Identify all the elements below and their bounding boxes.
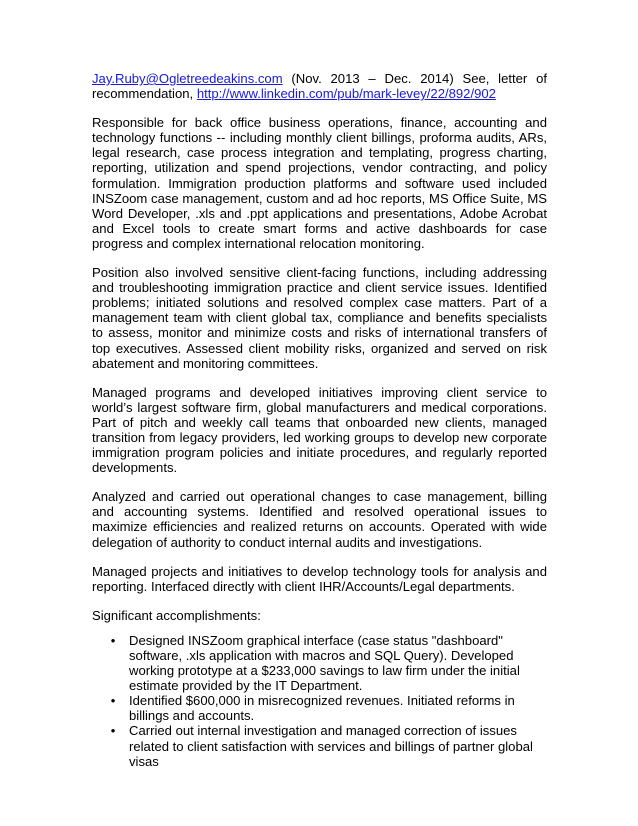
list-item-text: Identified $600,000 in misrecognized revenues. Initiated reforms in billings and accounts. (129, 693, 515, 724)
list-item (110, 693, 547, 724)
linkedin-link[interactable]: http://www.linkedin.com/pub/mark-levey/22/892/902 (196, 86, 496, 102)
paragraph-programs: Managed programs and developed initiatives improving client service to world’s largest software firm, global manufacturers and medical corporations. Part of pitch and weekly call teams that onboarded new clients, managed transition from legacy providers, led working groups to develop new corporate immigration program policies and initiate procedures, and regularly reported developments. (92, 384, 547, 476)
header-paragraph (92, 71, 547, 101)
bullet-icon: • (110, 632, 116, 648)
accomplishments-list (92, 633, 547, 769)
paragraph-client-facing: Position also involved sensitive client-facing functions, including addressing and troubleshooting immigration practice and client service issues. Identified problems; initiated solutions and resolved complex case matters. Part of a management team with client global tax, compliance and benefits specialists to assess, monitor and minimize costs and risks of international transfers of top executives. Assessed client mobility risks, organized and served on risk abatement and monitoring committees. (92, 265, 547, 371)
paragraph-responsibilities: Responsible for back office business operations, finance, accounting and technology functions -- including monthly client billings, proforma audits, ARs, legal research, case process integration and templating, progress charting, reporting, utilization and spend projections, vendor contracting, and policy formulation. Immigration production platforms and software used included INSZoom case management, custom and ad hoc reports, MS Office Suite, MS Word Developer, .xls and .ppt applications and presentations, Adobe Acrobat and Excel tools to create smart forms and active dashboards for case progress and complex international relocation monitoring. (92, 115, 547, 251)
bullet-icon: • (110, 723, 116, 739)
paragraph-operations: Analyzed and carried out operational changes to case management, billing and accounting systems. Identified and resolved operational issues to maximize efficiencies and realized returns on accounts. Operated with wide delegation of authority to conduct internal audits and investigations. (92, 489, 547, 550)
dates-text: (Nov. 2013 – Dec. 2014) See, letter of recommendation, (92, 71, 547, 102)
list-item (110, 632, 547, 694)
list-item-text: Designed INSZoom graphical interface (case status "dashboard" software, .xls application with macros and SQL Query). Developed working prototype at a $233,000 savings to law firm under the initial estimate provided by the IT Department. (129, 632, 520, 694)
list-item-text: Carried out internal investigation and managed correction of issues related to client satisfaction with services and billings of partner global visas (129, 723, 533, 769)
list-item (110, 723, 547, 769)
email-link[interactable]: Jay.Ruby@Ogletreedeakins.com (92, 71, 283, 86)
accomplishments-heading: Significant accomplishments: (92, 607, 261, 623)
paragraph-projects: Managed projects and initiatives to develop technology tools for analysis and reporting. Interfaced directly with client IHR/Accounts/Legal departments. (92, 563, 547, 594)
bullet-icon: • (110, 693, 116, 709)
